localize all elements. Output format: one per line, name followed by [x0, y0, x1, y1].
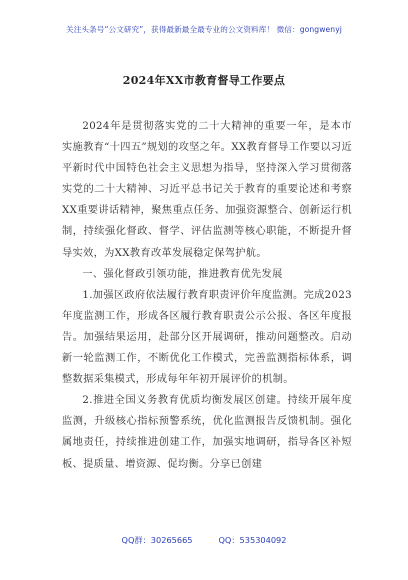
document-body [62, 116, 352, 475]
footer-qq-group: QQ群：30265665 [121, 535, 193, 545]
paragraph-item-2: 2.推进全国义务教育优质均衡发展区创建。持续开展年度监测，升级核心指标预警系统，优化监测报告反馈机制。强化属地责任，持续推进创建工作，加强实地调研，指导各区补短板、提质量、增资源、促均衡。分享已创建 [62, 395, 352, 470]
paragraph-intro: 2024年是贯彻落实党的二十大精神的重要一年，是本市实施教育“十四五”规划的攻坚之年。XX教育督导工作要以习近平新时代中国特色社会主义思想为指导，坚持深入学习贯彻落实党的二十大精神、习近平总书记关于教育的重要论述和考察XX重要讲话精神，聚焦重点任务、加强资源整合、创新运行机制，持续强化督政、督学、评估监测等核心职能，不断提升督导实效，为XX教育改革发展稳定保驾护航。 [62, 121, 352, 259]
header-promo-note: 关注头条号“公文研究”，获得最新最全最专业的公文资料库！ 微信：gongwenyj [66, 25, 342, 34]
footer-contacts [0, 535, 408, 546]
section-heading-1: 一、强化督政引领功能，推进教育优先发展 [82, 268, 283, 280]
paragraph-item-1: 1.加强区政府依法履行教育职责评价年度监测。完成2023年度监测工作，形成各区履行教育职责公示公报、各区年度报告。加强结果运用，赴部分区开展调研，推动问题整改。启动新一轮监测工作，不断优化工作模式，完善监测指标体系，调整数据采集模式，形成每年年初开展评价的机制。 [62, 289, 352, 386]
document-title: 2024年XX市教育督导工作要点 [122, 74, 286, 87]
footer-qq-number: QQ：535304092 [218, 535, 287, 545]
